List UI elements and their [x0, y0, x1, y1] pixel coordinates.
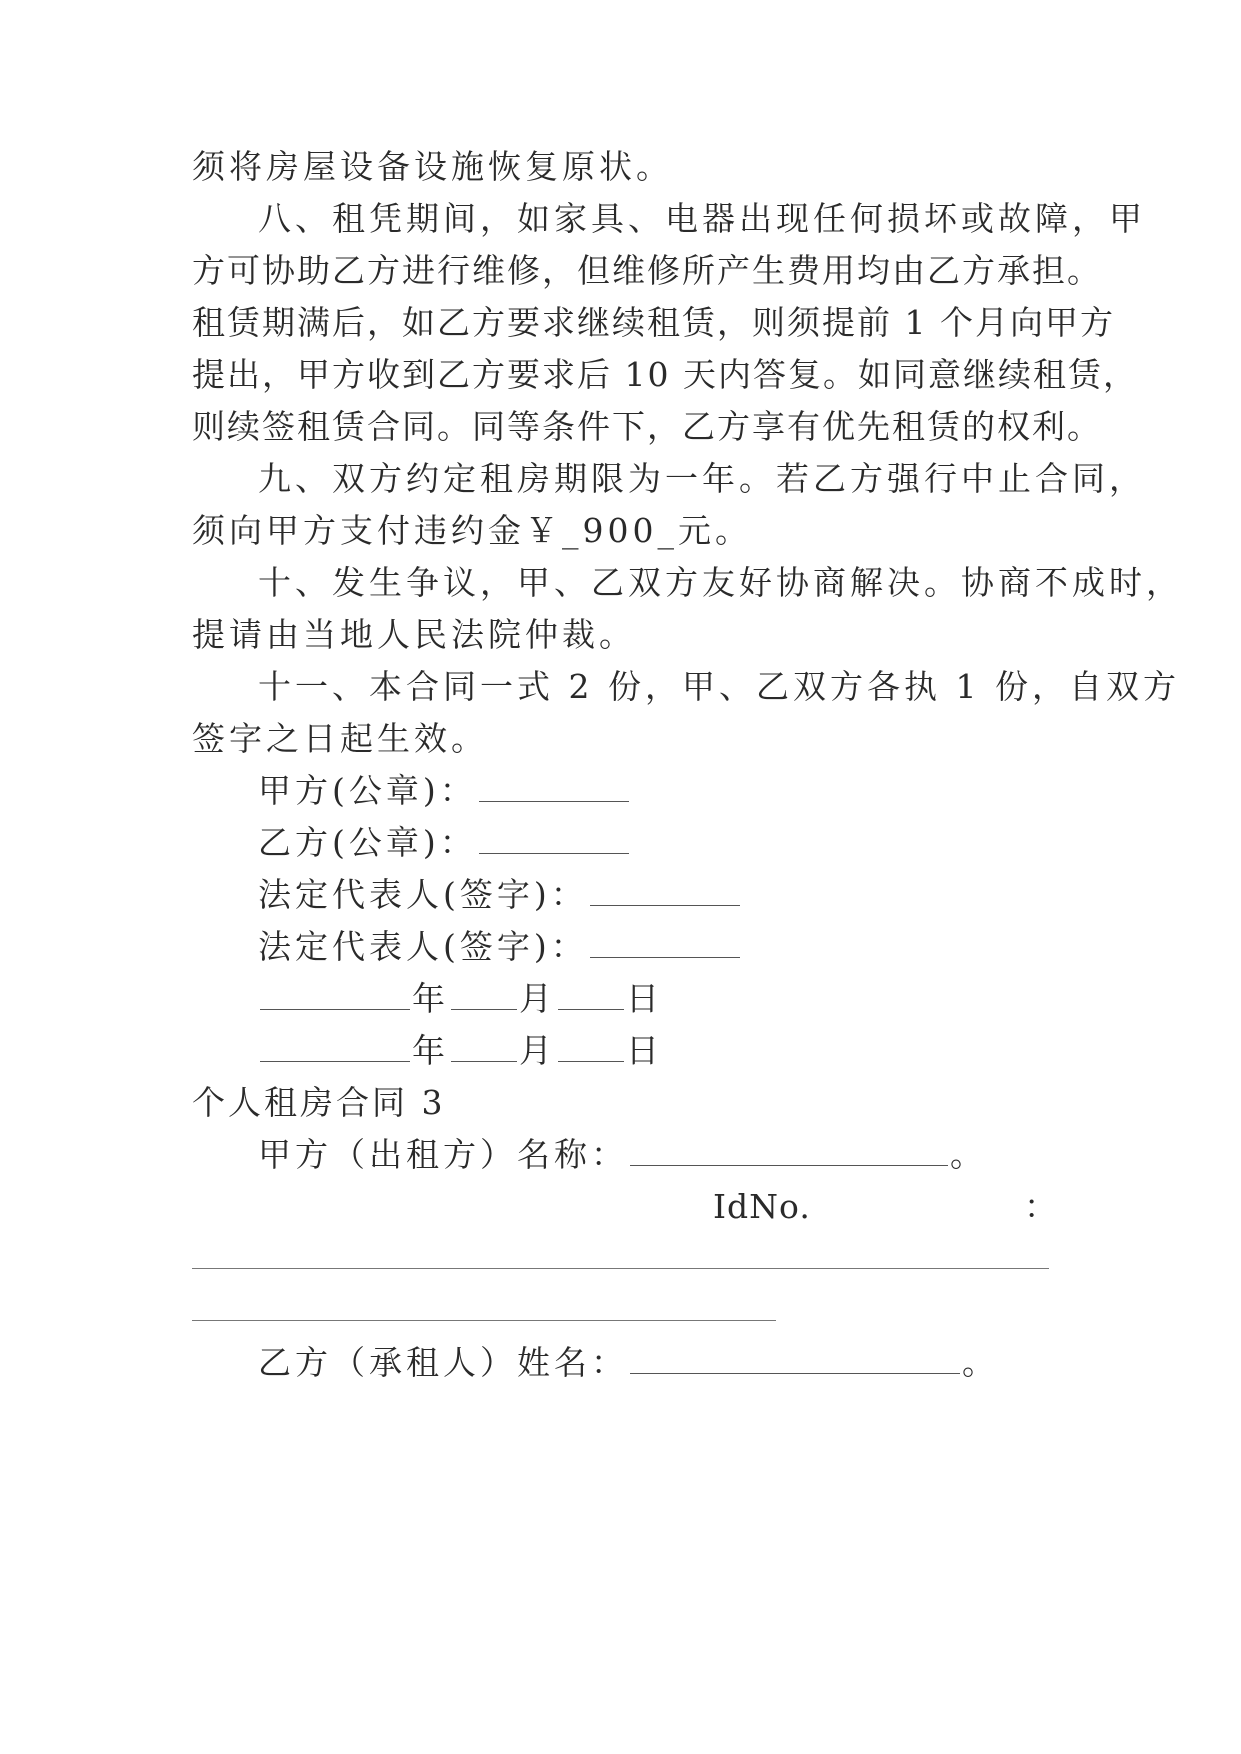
party-b-seal-blank[interactable]: [479, 827, 629, 854]
clause-10-line: 十、发生争议，甲、乙双方友好协商解决。协商不成时，: [258, 563, 1183, 602]
legal-rep-2-label: 法定代表人(签字)：: [258, 927, 588, 966]
paragraph-line: 提请由当地人民法院仲裁。: [192, 615, 636, 654]
id-number-blank-line-2[interactable]: [192, 1320, 776, 1321]
year-blank[interactable]: [260, 1035, 410, 1062]
lessor-period: 。: [950, 1135, 987, 1174]
party-a-seal-row: [258, 769, 631, 813]
lessee-period: 。: [962, 1343, 999, 1382]
id-colon: ：: [1024, 1187, 1061, 1226]
month-blank[interactable]: [451, 1035, 517, 1062]
day-blank[interactable]: [558, 983, 624, 1010]
legal-rep-1-row: [258, 873, 742, 917]
paragraph-line: 则续签租赁合同。同等条件下，乙方享有优先租赁的权利。: [192, 407, 1102, 446]
paragraph-line: 方可协助乙方进行维修，但维修所产生费用均由乙方承担。: [192, 251, 1102, 290]
section-title: 个人租房合同 3: [192, 1083, 446, 1122]
day-blank[interactable]: [558, 1035, 624, 1062]
year-blank[interactable]: [260, 983, 410, 1010]
lessee-row: [258, 1341, 999, 1385]
lessee-name-blank[interactable]: [630, 1347, 960, 1374]
clause-8-line: 八、租凭期间，如家具、电器出现任何损坏或故障，甲: [258, 199, 1146, 238]
id-label: IdNo.: [713, 1187, 811, 1226]
month-blank[interactable]: [451, 983, 517, 1010]
clause-11-line: 十一、本合同一式 2 份，甲、乙双方各执 1 份，自双方: [258, 667, 1180, 706]
paragraph-line: 提出，甲方收到乙方要求后 10 天内答复。如同意继续租赁，: [192, 355, 1138, 394]
month-label: 月: [519, 1031, 556, 1070]
party-a-seal-blank[interactable]: [479, 775, 629, 802]
month-label: 月: [519, 979, 556, 1018]
lessee-label: 乙方（承租人）姓名：: [258, 1343, 628, 1382]
day-label: 日: [626, 979, 663, 1018]
legal-rep-2-blank[interactable]: [590, 931, 740, 958]
party-b-seal-label: 乙方(公章)：: [258, 823, 477, 862]
lessor-label: 甲方（出租方）名称：: [258, 1135, 628, 1174]
paragraph-line: 签字之日起生效。: [192, 719, 488, 758]
legal-rep-1-label: 法定代表人(签字)：: [258, 875, 588, 914]
year-label: 年: [412, 1031, 449, 1070]
day-label: 日: [626, 1031, 663, 1070]
year-label: 年: [412, 979, 449, 1018]
date-row-2: [258, 1029, 663, 1073]
party-a-seal-label: 甲方(公章)：: [258, 771, 477, 810]
paragraph-line: 须将房屋设备设施恢复原状。: [192, 147, 673, 186]
clause-9-line: 九、双方约定租房期限为一年。若乙方强行中止合同，: [258, 459, 1146, 498]
paragraph-line: 租赁期满后，如乙方要求继续租赁，则须提前 1 个月向甲方: [192, 303, 1115, 342]
legal-rep-2-row: [258, 925, 742, 969]
legal-rep-1-blank[interactable]: [590, 879, 740, 906]
lessor-name-blank[interactable]: [630, 1139, 948, 1166]
penalty-line: 须向甲方支付违约金￥_900_元。: [192, 511, 752, 550]
id-number-blank-line-1[interactable]: [192, 1268, 1049, 1269]
date-row-1: [258, 977, 663, 1021]
party-b-seal-row: [258, 821, 631, 865]
lessor-row: [258, 1133, 987, 1177]
